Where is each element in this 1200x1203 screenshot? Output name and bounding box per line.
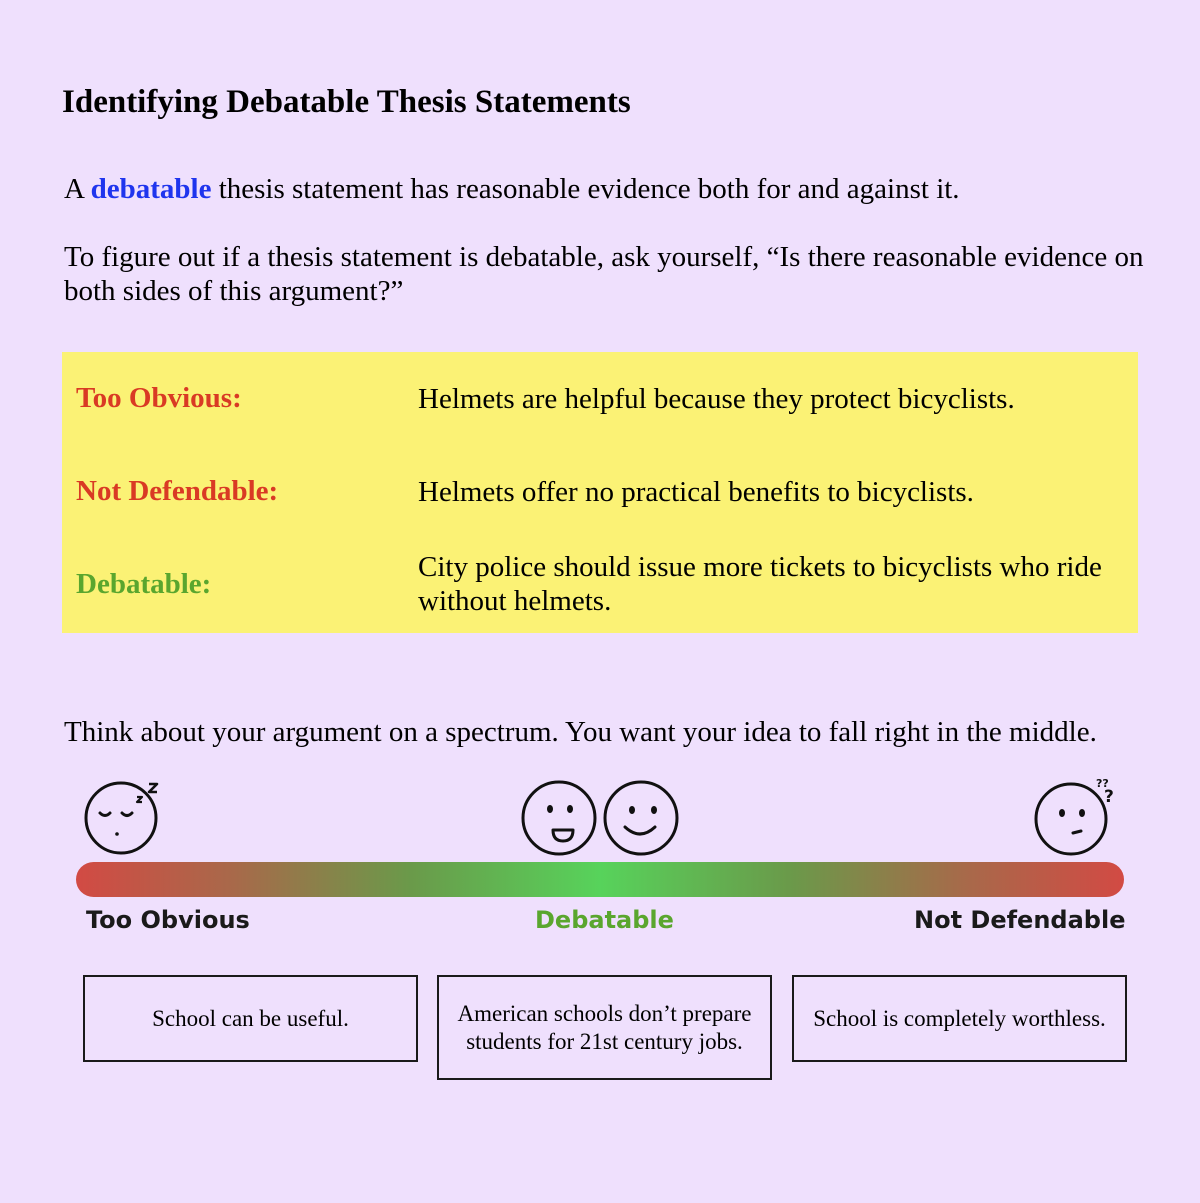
statement-too-obvious: Helmets are helpful because they protect bicyclists.: [418, 383, 1015, 415]
definition-suffix: thesis statement has reasonable evidence both for and against it.: [211, 173, 960, 205]
confused-face-icon: [1034, 774, 1118, 858]
statement-not-defendable: Helmets offer no practical benefits to bicyclists.: [418, 476, 974, 508]
spectrum-gradient-bar: [76, 862, 1124, 897]
page-title: Identifying Debatable Thesis Statements: [62, 84, 631, 120]
scale-label-debatable: Debatable: [535, 906, 674, 934]
keyword-debatable: debatable: [90, 173, 212, 205]
scale-label-not-defendable: Not Defendable: [914, 906, 1126, 934]
scale-label-too-obvious: Too Obvious: [86, 906, 250, 934]
label-too-obvious: Too Obvious:: [76, 382, 242, 414]
definition-paragraph: [64, 172, 1154, 206]
smiling-face-icon: [602, 779, 682, 859]
statement-debatable: City police should issue more tickets to bicyclists who ride without helmets.: [418, 551, 1102, 617]
spectrum-intro: Think about your argument on a spectrum. You want your idea to fall right in the middle.: [64, 716, 1097, 748]
svg-text:??: ??: [1096, 777, 1109, 790]
example-text-too-obvious: School can be useful.: [152, 1005, 349, 1031]
label-not-defendable: Not Defendable:: [76, 475, 279, 507]
definition-prefix: A: [64, 173, 91, 205]
label-debatable: Debatable:: [76, 568, 212, 600]
example-box-too-obvious: [83, 975, 418, 1062]
laughing-face-icon: [520, 779, 600, 859]
example-box-not-defendable: [792, 975, 1127, 1062]
sleepy-face-icon: [84, 778, 164, 858]
examples-highlight-box: [62, 352, 1138, 633]
example-text-not-defendable: School is completely worthless.: [813, 1005, 1106, 1031]
example-text-debatable: American schools don’t prepare students for 21st century jobs.: [457, 1000, 752, 1054]
question-paragraph: To figure out if a thesis statement is debatable, ask yourself, “Is there reasonable evidence on both sides of this argument?”: [64, 241, 1144, 307]
example-box-debatable: [437, 975, 772, 1080]
svg-text:?: ?: [1104, 787, 1114, 807]
